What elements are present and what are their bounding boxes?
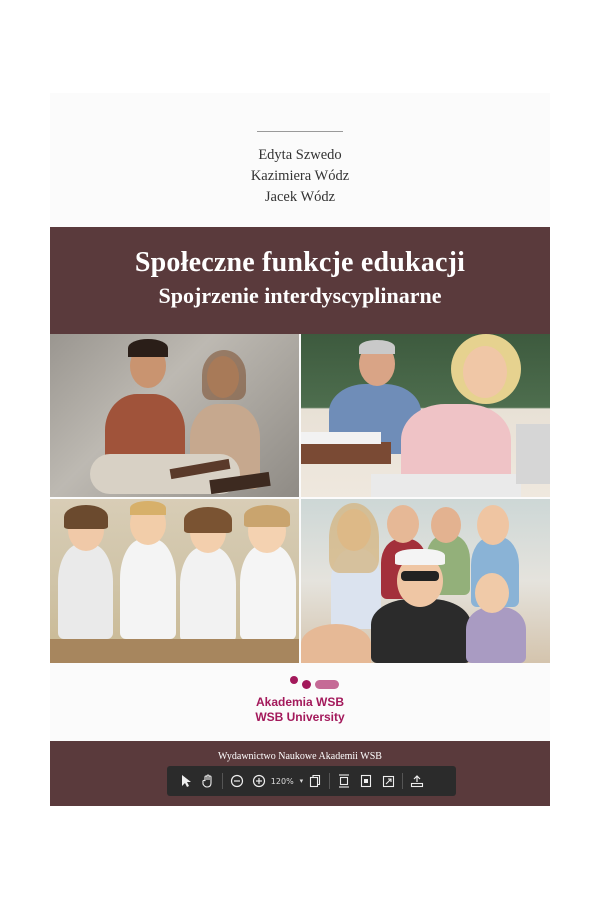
fullscreen-icon[interactable] (377, 770, 399, 792)
top-rule (257, 131, 343, 132)
photo-collage (50, 334, 550, 663)
upload-icon[interactable] (406, 770, 428, 792)
author-list (50, 145, 550, 208)
pointer-icon[interactable] (175, 770, 197, 792)
zoom-out-icon[interactable] (226, 770, 248, 792)
toolbar-divider (402, 773, 403, 789)
logo-name-en: WSB University (255, 710, 345, 724)
logo-name-pl: Akademia WSB (255, 695, 345, 709)
toolbar-divider (329, 773, 330, 789)
chevron-down-icon: ▾ (299, 777, 304, 785)
toolbar-divider (222, 773, 223, 789)
zoom-level: 120% (270, 776, 294, 786)
photo-teenagers (301, 499, 550, 663)
logo-dots-icon (287, 676, 347, 690)
viewer-toolbar (167, 766, 456, 796)
author-name: Edyta Szwedo (258, 147, 342, 163)
book-cover (50, 93, 550, 806)
fit-height-icon[interactable] (333, 770, 355, 792)
title-band (50, 227, 550, 334)
author-name: Jacek Wódz (264, 189, 336, 205)
zoom-select[interactable] (270, 777, 304, 786)
author-name: Kazimiera Wódz (250, 168, 350, 184)
copy-icon[interactable] (304, 770, 326, 792)
hand-icon[interactable] (197, 770, 219, 792)
zoom-in-icon[interactable] (248, 770, 270, 792)
publisher-name: Wydawnictwo Naukowe Akademii WSB (218, 751, 382, 762)
book-subtitle: Spojrzenie interdyscyplinarne (158, 283, 442, 308)
photo-seniors-classroom (301, 334, 550, 497)
photo-students-wall (50, 334, 299, 497)
book-title: Społeczne funkcje edukacji (134, 247, 466, 278)
fit-page-icon[interactable] (355, 770, 377, 792)
photo-children (50, 499, 299, 663)
university-logo (50, 671, 550, 731)
